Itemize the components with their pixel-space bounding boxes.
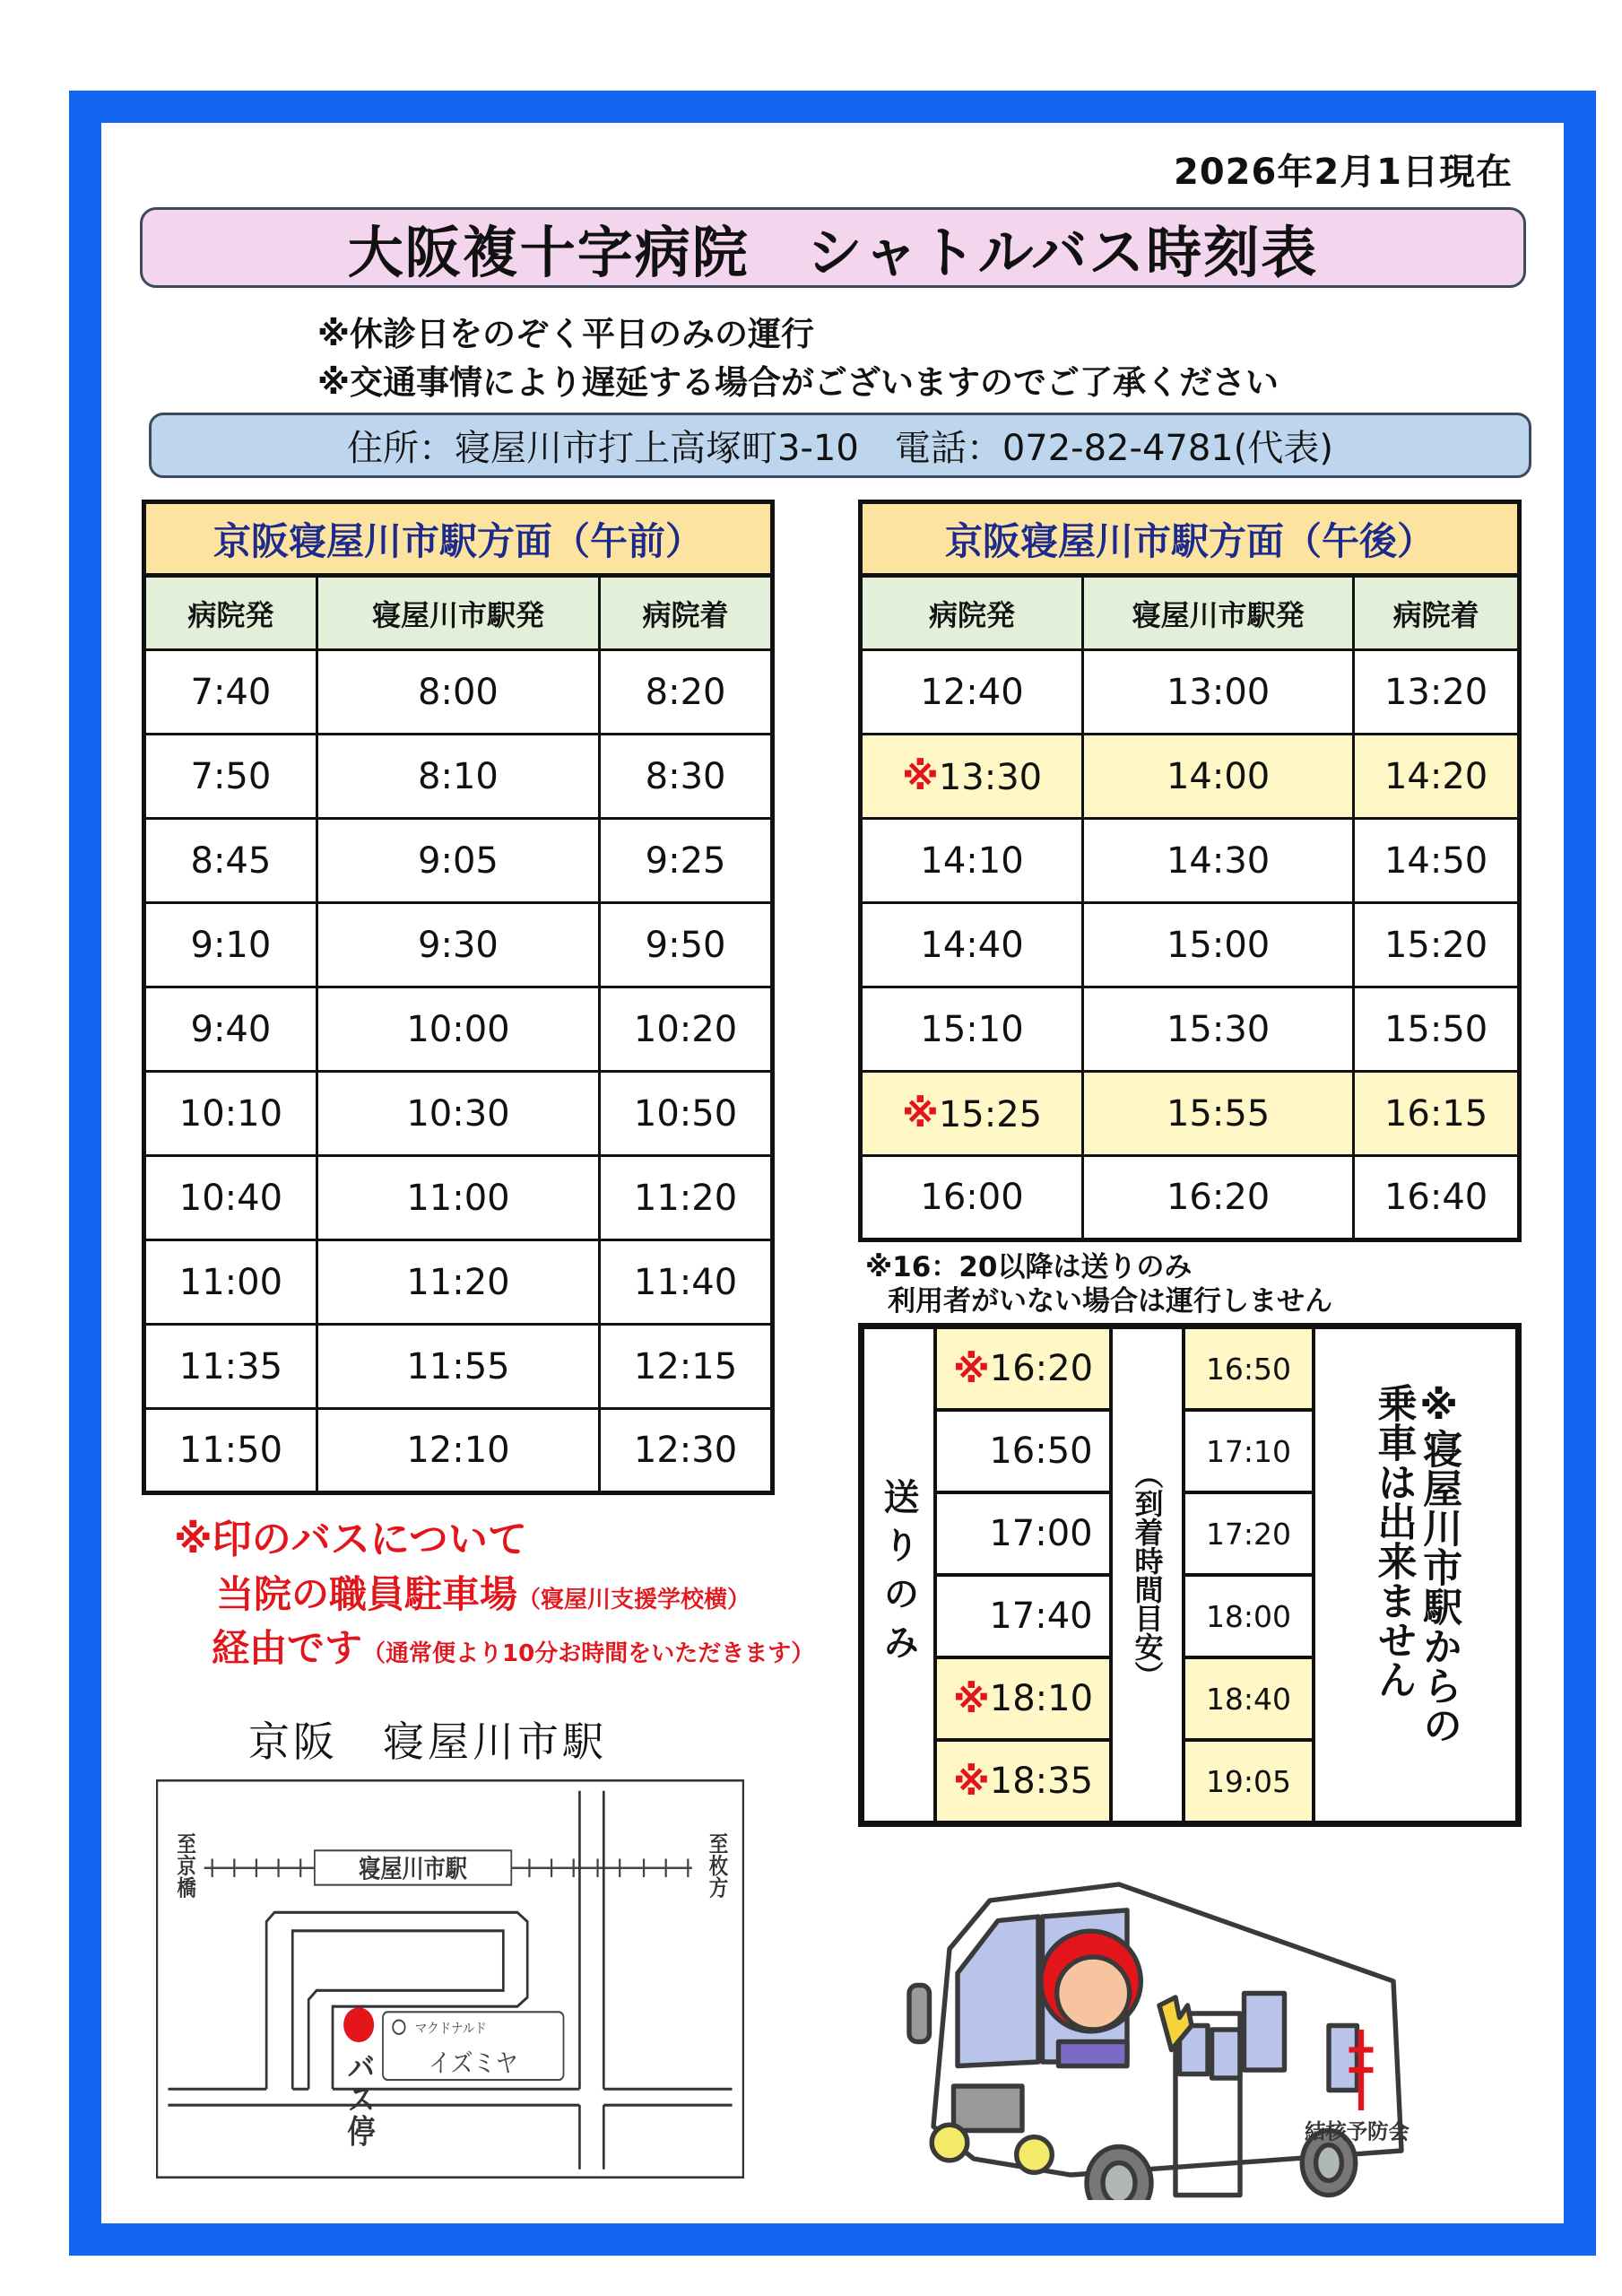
access-map (156, 1779, 744, 2179)
time-value: 16:20 (1166, 1177, 1271, 1218)
station-departure-cell (1083, 819, 1354, 903)
address-bar: 住所：寝屋川市打上高塚町3-10 電話：072-82-4781(代表) (149, 413, 1531, 478)
bus-logo-text: 結核予防会 (1305, 2118, 1409, 2144)
station-departure-cell (317, 1156, 599, 1240)
table-row (861, 1072, 1520, 1156)
table-row (144, 1156, 773, 1240)
evening-departure-cell (935, 1327, 1111, 1410)
marked-note-via-detail: （通常便より10分お時間をいただきます） (362, 1640, 815, 1667)
column-header: 寝屋川市駅発 (1083, 576, 1354, 650)
time-value: 12:15 (633, 1345, 738, 1387)
hospital-departure-cell (861, 987, 1083, 1072)
time-value: 14:30 (1166, 839, 1271, 882)
direction-hirakata: 至枚方 (705, 1831, 727, 1899)
hospital-arrival-cell (600, 903, 773, 987)
time-value: 18:10 (989, 1678, 1094, 1719)
table-row (144, 1325, 773, 1409)
arrival-estimate-label: （到着時間目安） (1111, 1327, 1184, 1822)
hospital-arrival-cell (1354, 1072, 1520, 1156)
station-departure-cell (1083, 903, 1354, 987)
hospital-departure-cell (861, 1156, 1083, 1240)
time-value: 8:30 (645, 755, 726, 797)
column-header: 病院着 (1354, 576, 1520, 650)
time-value: 15:00 (1166, 924, 1271, 966)
hospital-departure-cell (144, 650, 317, 735)
station-label: 寝屋川市駅 (359, 1855, 467, 1884)
table-row (861, 650, 1520, 735)
time-value: 11:00 (406, 1177, 510, 1219)
time-value: 11:40 (633, 1261, 738, 1303)
hospital-departure-cell (144, 819, 317, 903)
time-value: 7:50 (190, 755, 272, 797)
map-border (157, 1780, 743, 2178)
evening-note-2: 利用者がいない場合は運行しません (888, 1285, 1332, 1318)
time-value: 16:00 (920, 1177, 1024, 1218)
column-header: 病院発 (144, 576, 317, 650)
time-value: 15:10 (920, 1008, 1024, 1050)
time-value: 9:50 (645, 924, 726, 966)
table-row (144, 650, 773, 735)
time-value: 13:00 (1166, 671, 1271, 713)
time-value: 15:25 (938, 1094, 1043, 1135)
hospital-departure-cell (144, 1072, 317, 1156)
table-row (144, 1240, 773, 1325)
table-row (861, 1156, 1520, 1240)
time-value: 14:10 (920, 839, 1024, 882)
evening-arrival-cell: 17:10 (1184, 1410, 1314, 1492)
station-departure-cell (317, 650, 599, 735)
marked-trip-icon: ※ (952, 1346, 990, 1391)
table-row (861, 819, 1520, 903)
pm-column-headers (861, 576, 1520, 650)
am-timetable (142, 500, 775, 1495)
time-value: 9:30 (418, 924, 499, 966)
hospital-arrival-cell (600, 1409, 773, 1493)
station-departure-cell (317, 735, 599, 819)
time-value: 16:40 (1383, 1177, 1488, 1218)
hospital-arrival-cell (600, 1240, 773, 1325)
column-header: 病院着 (600, 576, 773, 650)
hospital-departure-cell (144, 903, 317, 987)
station-departure-cell (1083, 650, 1354, 735)
time-value: 11:35 (178, 1345, 283, 1387)
station-departure-cell (1083, 735, 1354, 819)
time-value: 8:10 (418, 755, 499, 797)
evening-arrival-cell: 18:40 (1184, 1657, 1314, 1740)
hospital-arrival-cell (1354, 1156, 1520, 1240)
hospital-departure-cell (861, 735, 1083, 819)
time-value: 17:40 (989, 1596, 1093, 1637)
station-departure-cell (317, 1240, 599, 1325)
column-header: 病院発 (861, 576, 1083, 650)
table-row (144, 1409, 773, 1493)
evening-note-1: ※16：20以降は送りのみ (865, 1251, 1193, 1283)
marked-note-line3 (212, 1619, 814, 1673)
am-column-headers (144, 576, 773, 650)
time-value: 13:20 (1383, 671, 1488, 713)
marked-trip-icon: ※ (952, 1676, 990, 1721)
hospital-arrival-cell (1354, 650, 1520, 735)
time-value: 13:30 (938, 757, 1043, 798)
evening-departure-cell (935, 1575, 1111, 1657)
pm-table-title: 京阪寝屋川市駅方面（午後） (861, 502, 1520, 576)
hospital-departure-cell (861, 903, 1083, 987)
hospital-arrival-cell (1354, 735, 1520, 819)
drop-off-only-label: 送りのみ (863, 1327, 935, 1822)
marked-note-via: 経由です (212, 1626, 363, 1670)
hospital-arrival-cell (600, 1072, 773, 1156)
time-value: 10:10 (178, 1092, 283, 1135)
station-departure-cell (317, 903, 599, 987)
direction-kyobashi: 至京橋 (173, 1831, 195, 1899)
station-departure-cell (317, 819, 599, 903)
marked-trip-icon: ※ (901, 754, 939, 798)
time-value: 7:40 (190, 671, 272, 713)
hospital-arrival-cell (600, 819, 773, 903)
hospital-arrival-cell (1354, 819, 1520, 903)
bus-stop-label: バス停 (342, 2049, 376, 2147)
time-value: 12:10 (406, 1430, 510, 1471)
hospital-departure-cell (861, 819, 1083, 903)
station-departure-cell (317, 1325, 599, 1409)
map-title: 京阪 寝屋川市駅 (248, 1718, 607, 1766)
time-value: 10:40 (178, 1177, 283, 1219)
station-departure-cell (1083, 987, 1354, 1072)
table-row (144, 819, 773, 903)
time-value: 16:50 (989, 1431, 1093, 1472)
marked-note-line2 (216, 1565, 750, 1619)
station-departure-cell (317, 1072, 599, 1156)
bus-illustration (877, 1859, 1442, 2200)
hospital-arrival-cell (600, 735, 773, 819)
time-value: 15:50 (1383, 1008, 1488, 1050)
time-value: 10:50 (633, 1092, 738, 1135)
column-header: 寝屋川市駅発 (317, 576, 599, 650)
hospital-departure-cell (144, 735, 317, 819)
table-row (861, 735, 1520, 819)
station-departure-cell (1083, 1072, 1354, 1156)
hospital-arrival-cell (1354, 903, 1520, 987)
evening-arrival-cell: 17:20 (1184, 1492, 1314, 1575)
evening-arrival-cell: 19:05 (1184, 1740, 1314, 1822)
time-value: 14:40 (920, 924, 1024, 966)
hospital-departure-cell (861, 650, 1083, 735)
evening-departure-cell (935, 1657, 1111, 1740)
time-value: 9:40 (190, 1008, 272, 1050)
hospital-arrival-cell (600, 1325, 773, 1409)
station-departure-cell (317, 1409, 599, 1493)
time-value: 14:20 (1383, 755, 1488, 797)
time-value: 15:20 (1383, 924, 1488, 966)
table-row (861, 903, 1520, 987)
time-value: 10:00 (406, 1008, 510, 1050)
time-value: 10:30 (406, 1092, 510, 1135)
hospital-departure-cell (144, 987, 317, 1072)
no-boarding-notice: ※寝屋川市駅からの乗車は出来ません (1314, 1327, 1517, 1822)
evening-departure-cell (935, 1410, 1111, 1492)
hospital-arrival-cell (600, 1156, 773, 1240)
time-value: 11:00 (178, 1261, 283, 1303)
time-value: 17:00 (989, 1513, 1093, 1554)
evening-departure-cell (935, 1492, 1111, 1575)
hospital-departure-cell (144, 1240, 317, 1325)
time-value: 8:20 (645, 671, 726, 713)
time-value: 16:15 (1383, 1092, 1488, 1135)
hospital-arrival-cell (1354, 987, 1520, 1072)
time-value: 11:55 (406, 1345, 510, 1387)
time-value: 14:00 (1166, 755, 1271, 797)
table-row (144, 903, 773, 987)
time-value: 8:45 (190, 839, 272, 882)
hospital-arrival-cell (600, 987, 773, 1072)
marked-note-title: ※印のバスについて (174, 1517, 527, 1562)
table-row (861, 987, 1520, 1072)
marked-note-parking-detail: （寝屋川支援学校横） (517, 1587, 751, 1613)
time-value: 9:25 (645, 839, 726, 882)
table-row (144, 987, 773, 1072)
marked-note-parking: 当院の職員駐車場 (216, 1572, 518, 1616)
landmark-izumiya: イズミヤ (428, 2048, 518, 2079)
note-delay: ※交通事情により遅延する場合がございますのでご了承ください (317, 363, 1279, 402)
evening-departure-cell (935, 1740, 1111, 1822)
time-value: 15:30 (1166, 1008, 1271, 1050)
bus-stop-marker (343, 2007, 374, 2042)
time-value: 12:30 (633, 1430, 738, 1471)
time-value: 12:40 (920, 671, 1024, 713)
hospital-departure-cell (144, 1156, 317, 1240)
hospital-departure-cell (144, 1325, 317, 1409)
evening-timetable (858, 1323, 1522, 1827)
am-table-title: 京阪寝屋川市駅方面（午前） (144, 502, 773, 576)
time-value: 11:50 (178, 1430, 283, 1471)
time-value: 9:05 (418, 839, 499, 882)
table-row (144, 735, 773, 819)
note-weekdays: ※休診日をのぞく平日のみの運行 (317, 315, 814, 353)
hospital-departure-cell (144, 1409, 317, 1493)
marked-trip-icon: ※ (952, 1759, 990, 1804)
pm-header-row (861, 502, 1520, 576)
as-of-date: 2026年2月1日現在 (1174, 152, 1513, 193)
hospital-arrival-cell (600, 650, 773, 735)
pm-timetable (858, 500, 1522, 1242)
time-value: 16:20 (989, 1348, 1094, 1389)
time-value: 8:00 (418, 671, 499, 713)
time-value: 10:20 (633, 1008, 738, 1050)
time-value: 15:55 (1166, 1092, 1271, 1135)
station-departure-cell (317, 987, 599, 1072)
marked-trip-icon: ※ (901, 1091, 939, 1135)
time-value: 11:20 (406, 1261, 510, 1303)
time-value: 18:35 (989, 1761, 1094, 1802)
evening-arrival-cell: 18:00 (1184, 1575, 1314, 1657)
evening-arrival-cell: 16:50 (1184, 1327, 1314, 1410)
landmark-mcdonalds: マクドナルド (414, 2021, 487, 2037)
time-value: 9:10 (190, 924, 272, 966)
time-value: 14:50 (1383, 839, 1488, 882)
table-row (144, 1072, 773, 1156)
am-header-row (144, 502, 773, 576)
page-title: 大阪複十字病院 シャトルバス時刻表 (140, 207, 1526, 288)
time-value: 11:20 (633, 1177, 738, 1219)
station-departure-cell (1083, 1156, 1354, 1240)
hospital-departure-cell (861, 1072, 1083, 1156)
